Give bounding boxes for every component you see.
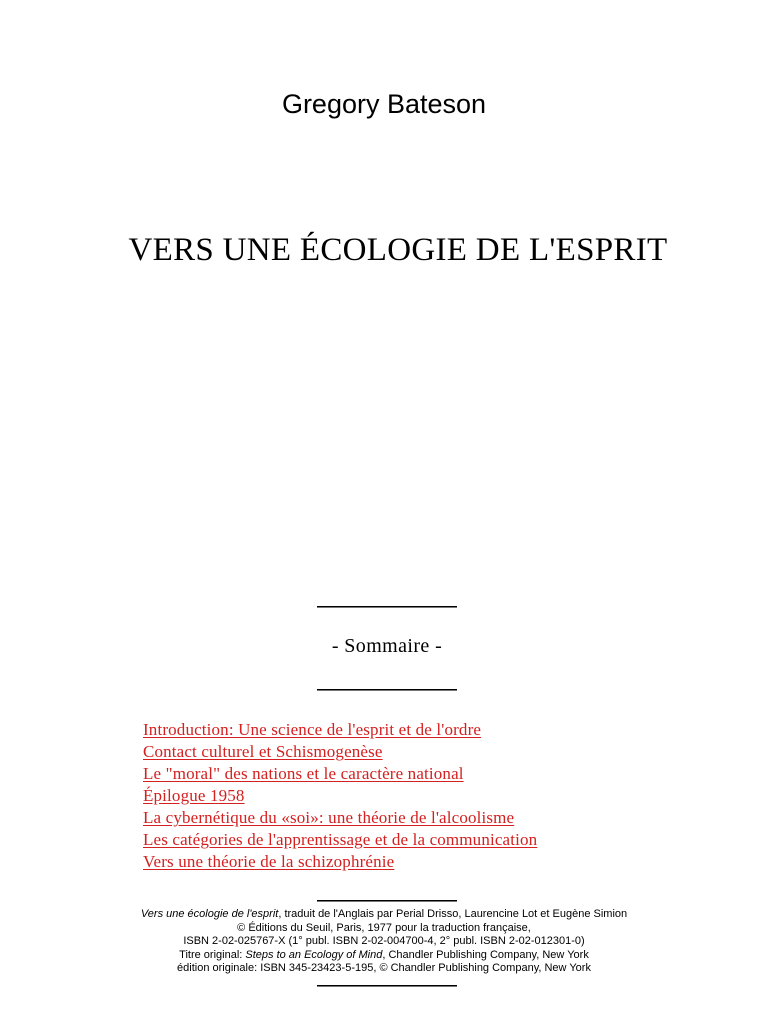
toc-item xyxy=(143,741,537,763)
toc-link-moral-des-nations[interactable]: Le "moral" des nations et le caractère national xyxy=(143,764,464,783)
publication-info xyxy=(0,908,768,976)
book-title: VERS UNE ÉCOLOGIE DE L'ESPRIT xyxy=(128,232,668,268)
table-of-contents xyxy=(143,719,537,873)
original-publisher: , Chandler Publishing Company, New York xyxy=(382,948,589,961)
publication-original-title xyxy=(0,949,768,963)
toc-item xyxy=(143,807,537,829)
toc-item xyxy=(143,719,537,741)
original-title: Steps to an Ecology of Mind xyxy=(245,948,383,961)
author-name: Gregory Bateson xyxy=(281,89,487,119)
publication-isbn: ISBN 2-02-025767-X (1° publ. ISBN 2-02-004700-4, 2° publ. ISBN 2-02-012301-0) xyxy=(183,935,585,948)
divider-top xyxy=(317,606,457,608)
summary-heading: - Sommaire - xyxy=(331,635,443,657)
toc-link-introduction[interactable]: Introduction: Une science de l'esprit et de l'ordre xyxy=(143,720,482,739)
toc-link-epilogue-1958[interactable]: Épilogue 1958 xyxy=(143,786,245,805)
divider-footer-top xyxy=(317,900,457,902)
toc-item xyxy=(143,829,537,851)
toc-item xyxy=(143,851,537,873)
publication-translators: , traduit de l'Anglais par Perial Drisso, Laurencine Lot et Eugène Simion xyxy=(278,908,628,920)
toc-link-schizophrenie[interactable]: Vers une théorie de la schizophrénie xyxy=(143,852,395,871)
original-title-prefix: Titre original: xyxy=(179,948,246,961)
toc-item xyxy=(143,763,537,785)
publication-copyright: © Éditions du Seuil, Paris, 1977 pour la traduction française, xyxy=(237,921,531,934)
publication-line-translation xyxy=(0,908,768,922)
divider-footer-bottom xyxy=(317,985,457,987)
toc-link-cybernetique-du-soi[interactable]: La cybernétique du «soi»: une théorie de l'alcoolisme xyxy=(143,808,515,827)
toc-link-contact-culturel[interactable]: Contact culturel et Schismogenèse xyxy=(143,742,383,761)
toc-link-categories-apprentissage[interactable]: Les catégories de l'apprentissage et de la communication xyxy=(143,830,538,849)
publication-original-edition: édition originale: ISBN 345-23423-5-195, © Chandler Publishing Company, New York xyxy=(177,962,591,975)
toc-item xyxy=(143,785,537,807)
publication-book-title: Vers une écologie de l'esprit xyxy=(140,908,279,920)
divider-summary xyxy=(317,689,457,691)
